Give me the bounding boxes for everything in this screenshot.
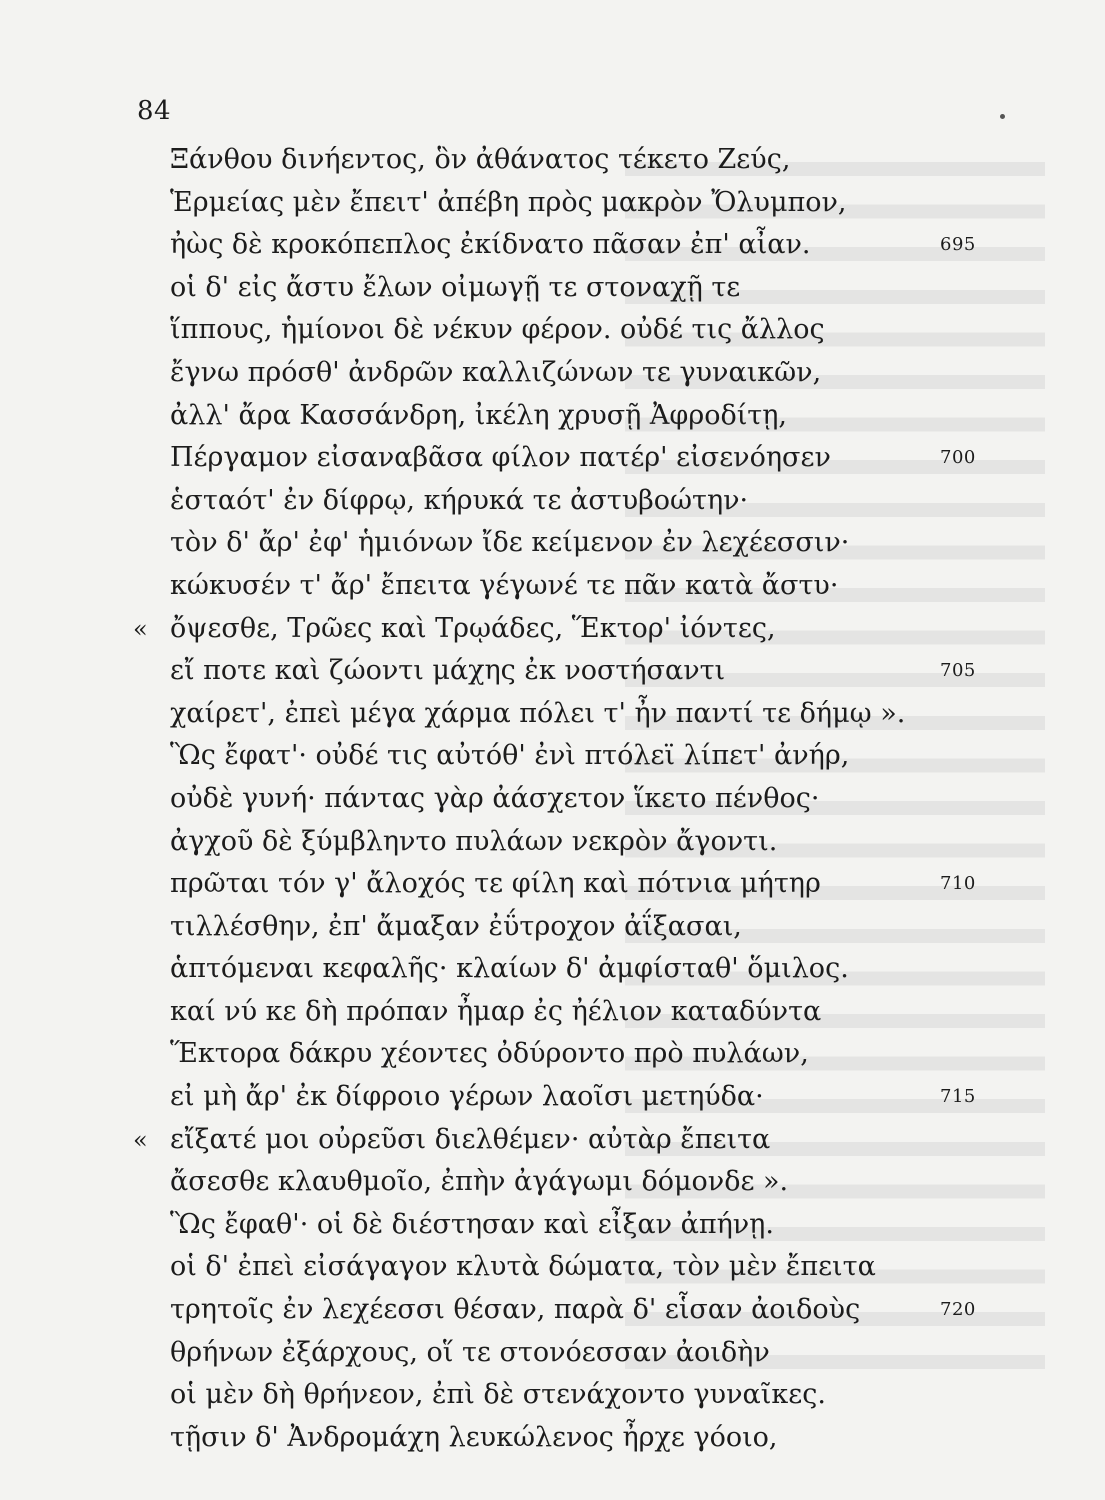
verse-line bbox=[0, 906, 1105, 949]
verse-line bbox=[0, 650, 1105, 693]
line-number: 720 bbox=[940, 1299, 976, 1321]
verse-text: τῇσιν δ' Ἀνδρομάχη λευκώλενος ἦρχε γόοιο, bbox=[170, 1421, 778, 1453]
verse-text: Ἑρμείας μὲν ἔπειτ' ἀπέβη πρὸς μακρὸν Ὄλυμπον, bbox=[170, 186, 847, 218]
verse-block bbox=[0, 139, 1105, 1459]
verse-line bbox=[0, 565, 1105, 608]
line-number: 695 bbox=[940, 234, 976, 256]
verse-line bbox=[0, 182, 1105, 225]
verse-text: ἀλλ' ἄρα Κασσάνδρη, ἰκέλη χρυσῇ Ἀφροδίτῃ, bbox=[170, 399, 787, 431]
verse-line bbox=[0, 693, 1105, 736]
verse-text: ἄσεσθε κλαυθμοῖο, ἐπὴν ἀγάγωμι δόμονδε ». bbox=[170, 1166, 789, 1198]
verse-text: ἔγνω πρόσθ' ἀνδρῶν καλλιζώνων τε γυναικῶν, bbox=[170, 356, 822, 388]
verse-line bbox=[0, 1033, 1105, 1076]
verse-line bbox=[0, 309, 1105, 352]
verse-text: ἠὼς δὲ κροκόπεπλος ἐκίδνατο πᾶσαν ἐπ' αἶαν. bbox=[170, 229, 811, 261]
verse-text: οἱ δ' εἰς ἄστυ ἔλων οἰμωγῇ τε στοναχῇ τε bbox=[170, 271, 741, 303]
opening-quote-mark: « bbox=[133, 1125, 148, 1154]
verse-text: εἴξατέ μοι οὐρεῦσι διελθέμεν· αὐτὰρ ἔπειτα bbox=[170, 1123, 771, 1155]
verse-line bbox=[0, 352, 1105, 395]
verse-text: Πέργαμον εἰσαναβᾶσα φίλον πατέρ' εἰσενόησεν bbox=[170, 442, 831, 474]
verse-line bbox=[0, 778, 1105, 821]
verse-text: Ὣς ἔφαθ'· οἱ δὲ διέστησαν καὶ εἶξαν ἀπήνῃ. bbox=[170, 1208, 774, 1240]
verse-line bbox=[0, 437, 1105, 480]
verse-text: ἵππους, ἡμίονοι δὲ νέκυν φέρον. οὐδέ τις ἄλλος bbox=[170, 314, 825, 346]
verse-line bbox=[0, 1374, 1105, 1417]
verse-line bbox=[0, 608, 1105, 651]
verse-line bbox=[0, 1289, 1105, 1332]
verse-line bbox=[0, 480, 1105, 523]
verse-line bbox=[0, 224, 1105, 267]
verse-text: τρητοῖς ἐν λεχέεσσι θέσαν, παρὰ δ' εἷσαν ἀοιδοὺς bbox=[170, 1294, 861, 1326]
verse-line bbox=[0, 735, 1105, 778]
verse-line bbox=[0, 1246, 1105, 1289]
verse-text: ὄψεσθε, Τρῶες καὶ Τρῳάδες, Ἕκτορ' ἰόντες, bbox=[170, 612, 776, 644]
verse-text: Ὣς ἔφατ'· οὐδέ τις αὐτόθ' ἐνὶ πτόλεϊ λίπετ' ἀνήρ, bbox=[170, 740, 850, 772]
line-number: 705 bbox=[940, 660, 976, 682]
line-number: 710 bbox=[940, 873, 976, 895]
verse-line bbox=[0, 267, 1105, 310]
verse-line bbox=[0, 1204, 1105, 1247]
line-number: 715 bbox=[940, 1086, 976, 1108]
page-number: 84 bbox=[137, 96, 172, 126]
verse-text: οἱ δ' ἐπεὶ εἰσάγαγον κλυτὰ δώματα, τὸν μὲν ἔπειτα bbox=[170, 1251, 876, 1283]
verse-line bbox=[0, 1161, 1105, 1204]
opening-quote-mark: « bbox=[133, 614, 148, 643]
verse-text: εἴ ποτε καὶ ζώοντι μάχης ἐκ νοστήσαντι bbox=[170, 655, 726, 687]
verse-line bbox=[0, 948, 1105, 991]
verse-line bbox=[0, 991, 1105, 1034]
verse-line bbox=[0, 395, 1105, 438]
verse-text: οἱ μὲν δὴ θρήνεον, ἐπὶ δὲ στενάχοντο γυναῖκες. bbox=[170, 1379, 826, 1411]
verse-text: ἁπτόμεναι κεφαλῆς· κλαίων δ' ἀμφίσταθ' ὅμιλος. bbox=[170, 953, 849, 985]
verse-line bbox=[0, 1332, 1105, 1375]
verse-text: εἰ μὴ ἄρ' ἐκ δίφροιο γέρων λαοῖσι μετηύδα· bbox=[170, 1081, 764, 1113]
verse-line bbox=[0, 1076, 1105, 1119]
verse-text: πρῶται τόν γ' ἄλοχός τε φίλη καὶ πότνια μήτηρ bbox=[170, 868, 821, 900]
verse-line bbox=[0, 821, 1105, 864]
line-number: 700 bbox=[940, 447, 976, 469]
verse-line bbox=[0, 1119, 1105, 1162]
verse-text: ἑσταότ' ἐν δίφρῳ, κήρυκά τε ἀστυβοώτην· bbox=[170, 484, 749, 516]
verse-text: καί νύ κε δὴ πρόπαν ἦμαρ ἐς ἠέλιον καταδύντα bbox=[170, 995, 822, 1027]
verse-text: Ξάνθου δινήεντος, ὃν ἀθάνατος τέκετο Ζεύς, bbox=[170, 144, 791, 175]
margin-dot bbox=[1000, 114, 1005, 119]
verse-text: χαίρετ', ἐπεὶ μέγα χάρμα πόλει τ' ἦν παντί τε δήμῳ ». bbox=[170, 697, 906, 729]
verse-text: κώκυσέν τ' ἄρ' ἔπειτα γέγωνέ τε πᾶν κατὰ ἄστυ· bbox=[170, 569, 839, 601]
verse-line bbox=[0, 522, 1105, 565]
verse-text: Ἕκτορα δάκρυ χέοντες ὀδύροντο πρὸ πυλάων, bbox=[170, 1038, 809, 1070]
verse-text: τιλλέσθην, ἐπ' ἄμαξαν ἐΰτροχον ἀΐξασαι, bbox=[170, 910, 742, 942]
verse-line bbox=[0, 1417, 1105, 1460]
verse-line bbox=[0, 139, 1105, 182]
verse-text: οὐδὲ γυνή· πάντας γὰρ ἀάσχετον ἵκετο πένθος· bbox=[170, 782, 820, 814]
verse-line bbox=[0, 863, 1105, 906]
verse-text: θρήνων ἐξάρχους, οἵ τε στονόεσσαν ἀοιδὴν bbox=[170, 1336, 770, 1368]
verse-text: ἀγχοῦ δὲ ξύμβληντο πυλάων νεκρὸν ἄγοντι. bbox=[170, 825, 778, 857]
verse-text: τὸν δ' ἄρ' ἐφ' ἡμιόνων ἴδε κείμενον ἐν λεχέεσσιν· bbox=[170, 527, 850, 559]
